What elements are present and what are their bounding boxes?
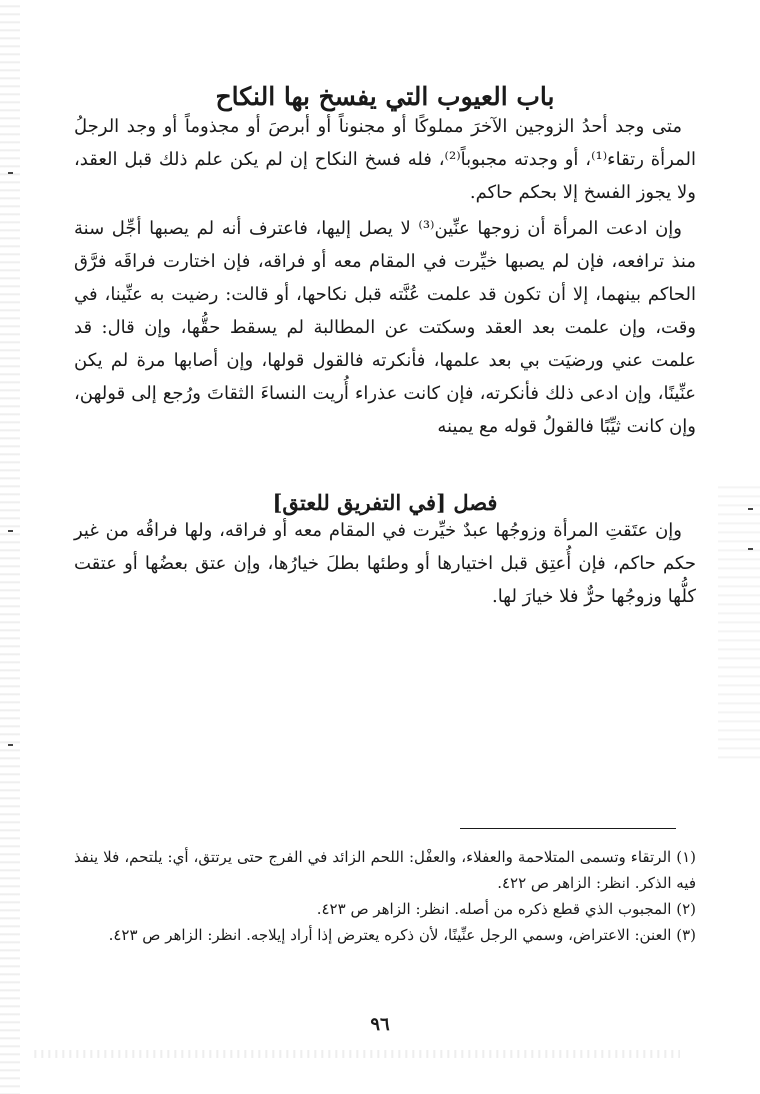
- paragraph-emancipation: وإن عتَقتِ المرأة وزوجُها عبدٌ خيِّرت في المقام معه أو فراقه، ولها فراقُه من غير حكم حاكم، فإن أُعتِق قبل اختيارها أو وطئها بطلَ خيارُها، وإن عتق بعضُها أو عتقت كلُّها وزوجُها حرٌّ فلا خيارَ لها.: [74, 520, 696, 607]
- section-heading: فصل [في التفريق للعتق]: [272, 490, 498, 516]
- scan-mark: [748, 508, 753, 510]
- footnote-1: (١) الرتقاء وتسمى المتلاحمة والعفلاء، والعفْل: اللحم الزائد في الفرج حتى يرتتق، أي: يلتحم، فلا ينفذ فيه الذكر. انظر: الزاهر ص ٤٢٢.: [74, 848, 696, 892]
- chapter-title: باب العيوب التي يفسخ بها النكاح: [215, 81, 555, 111]
- scan-edge-left: [0, 0, 20, 1094]
- scan-mark: [8, 530, 13, 532]
- scan-edge-bottom: [30, 1050, 680, 1058]
- scan-edge-right: [718, 480, 760, 760]
- paragraph-defects: متى وجد أحدُ الزوجين الآخرَ مملوكًا أو مجنوناً أو أبرصَ أو مجذوماً أو وجد الرجلُ المرأة رتقاء⁽¹⁾، أو وجدته مجبوباً⁽²⁾، فله فسخ النكاح إن لم يكن علم ذلك قبل العقد، ولا يجوز الفسخ إلا بحكم حاكم.: [74, 116, 696, 203]
- footnote-separator: [460, 828, 676, 829]
- footnotes: [74, 844, 696, 948]
- footnote-2: (٢) المجبوب الذي قطع ذكره من أصله. انظر: الزاهر ص ٤٢٣.: [316, 900, 696, 918]
- scan-mark: [8, 744, 13, 746]
- scan-mark: [8, 172, 13, 174]
- scan-mark: [748, 548, 753, 550]
- footnote-3: (٣) العنن: الاعتراض، وسمي الرجل عنِّينًا، لأن ذكره يعترض إذا أراد إيلاجه. انظر: الزاهر ص ٤٢٣.: [108, 926, 696, 944]
- paragraph-impotence: وإن ادعت المرأة أن زوجها عنِّين⁽³⁾ لا يصل إليها، فاعترف أنه لم يصبها أجِّل سنة منذ ترافعه، فإن لم يصبها خيِّرت في المقام معه أو فراقه، فإن اختارت فراقَه فرَّق الحاكم بينهما، إلا أن تكون قد علمت عُنَّته قبل نكاحها، أو قالت: رضيت به عنِّينا، في وقت، وإن علمت بعد العقد وسكتت عن المطالبة لم يسقط حقُّها، وإن قال: قد علمت عني ورضيَت بي بعد علمها، فأنكرته فالقول قولها، وإن أصابها مرة لم يكن عنِّينًا، وإن ادعى ذلك فأنكرته، فإن كانت عذراء أُريت النساءَ الثقاتَ ورُجع إلى قولهن، وإن كانت ثيِّبًا فالقولُ قوله مع يمينه: [74, 218, 696, 437]
- page-number: ٩٦: [370, 1014, 390, 1035]
